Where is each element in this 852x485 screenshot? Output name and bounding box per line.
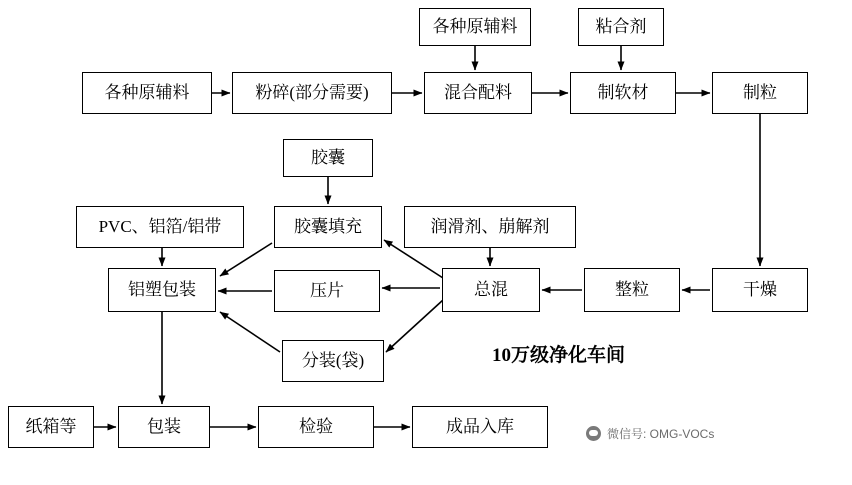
node-drying[interactable]: 干燥 bbox=[712, 268, 808, 312]
node-alu-plastic-packaging[interactable]: 铝塑包装 bbox=[108, 268, 216, 312]
node-granulation[interactable]: 制粒 bbox=[712, 72, 808, 114]
node-packaging[interactable]: 包装 bbox=[118, 406, 210, 448]
node-inspection[interactable]: 检验 bbox=[258, 406, 374, 448]
node-tableting[interactable]: 压片 bbox=[274, 270, 380, 312]
node-lubricant-disintegrant[interactable]: 润滑剂、崩解剂 bbox=[404, 206, 576, 248]
node-sizing[interactable]: 整粒 bbox=[584, 268, 680, 312]
node-capsule[interactable]: 胶囊 bbox=[283, 139, 373, 177]
node-finished-goods-warehouse[interactable]: 成品入库 bbox=[412, 406, 548, 448]
node-raw-materials-left[interactable]: 各种原辅料 bbox=[82, 72, 212, 114]
wechat-icon bbox=[586, 426, 601, 441]
watermark bbox=[586, 425, 714, 442]
node-capsule-filling[interactable]: 胶囊填充 bbox=[274, 206, 382, 248]
watermark-text: 微信号: OMG-VOCs bbox=[607, 427, 715, 441]
node-soft-material[interactable]: 制软材 bbox=[570, 72, 676, 114]
node-binder[interactable]: 粘合剂 bbox=[578, 8, 664, 46]
node-carton[interactable]: 纸箱等 bbox=[8, 406, 94, 448]
node-raw-materials-top[interactable]: 各种原辅料 bbox=[419, 8, 531, 46]
clean-room-label: 10万级净化车间 bbox=[492, 345, 626, 366]
node-sub-packaging-bag[interactable]: 分装(袋) bbox=[282, 340, 384, 382]
node-crushing[interactable]: 粉碎(部分需要) bbox=[232, 72, 392, 114]
node-total-mixing[interactable]: 总混 bbox=[442, 268, 540, 312]
node-pvc-foil[interactable]: PVC、铝箔/铝带 bbox=[76, 206, 244, 248]
node-mixing-batching[interactable]: 混合配料 bbox=[424, 72, 532, 114]
